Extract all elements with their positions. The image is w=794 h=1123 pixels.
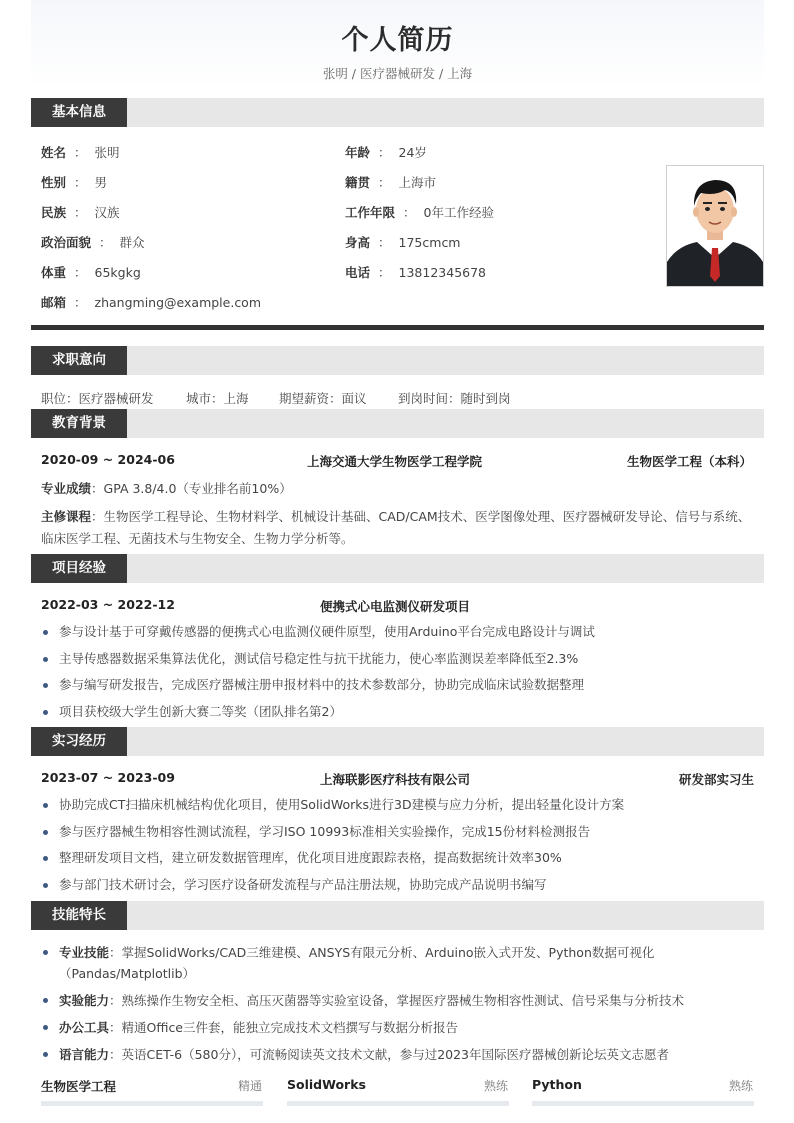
- skill-level-name: 生物医学工程: [41, 1079, 117, 1094]
- internship-company: 上海联影医疗科技有限公司: [320, 772, 471, 787]
- field-value: 65kgkg: [94, 265, 141, 280]
- field-value: 0年工作经验: [423, 205, 494, 220]
- field-label: 工作年限: [345, 205, 396, 220]
- section-title-intent: 求职意向: [31, 346, 127, 375]
- section-divider: [31, 325, 764, 330]
- skill-level-bar: [532, 1101, 754, 1106]
- intent-arrival: 到岗时间：随时到岗: [398, 391, 511, 406]
- courses-value: ：生物医学工程导论、生物材料学、机械设计基础、CAD/CAM技术、医学图像处理、医疗器械研发导论、信号与系统、临床医学工程、无菌技术与生物安全、生物力学分析等。: [41, 509, 751, 546]
- list-item: 主导传感器数据采集算法优化，测试信号稳定性与抗干扰能力，使心率监测误差率降低至2.3%: [41, 646, 595, 673]
- section-title-internship: 实习经历: [31, 727, 127, 756]
- field-age: 年龄 ： 24岁: [345, 145, 427, 160]
- education-dates: 2020-09 ~ 2024-06: [41, 452, 175, 467]
- internship-list: [41, 792, 624, 898]
- list-item: 项目获校级大学生创新大赛二等奖（团队排名第2）: [41, 699, 595, 726]
- section-internship: [31, 727, 764, 756]
- field-label: 民族: [41, 205, 67, 220]
- profile-photo: [666, 165, 764, 287]
- skills-list: [41, 942, 759, 1071]
- field-weight: 体重 ： 65kgkg: [41, 265, 141, 280]
- field-label: 体重: [41, 265, 67, 280]
- field-label: 邮箱: [41, 295, 67, 310]
- field-value: 汉族: [94, 205, 120, 220]
- field-label: 身高: [345, 235, 371, 250]
- field-value: 群众: [119, 235, 145, 250]
- skill-level-value: 精通: [238, 1079, 263, 1093]
- education-major: 生物医学工程（本科）: [626, 454, 752, 469]
- score-label: 专业成绩: [41, 481, 92, 496]
- list-item: 参与设计基于可穿戴传感器的便携式心电监测仪硬件原型，使用Arduino平台完成电路设计与调试: [41, 619, 595, 646]
- field-value: 上海市: [398, 175, 437, 190]
- skill-label: 办公工具: [59, 1020, 110, 1035]
- education-school: 上海交通大学生物医学工程学院: [307, 454, 483, 469]
- section-projects: [31, 554, 764, 583]
- skill-label: 专业技能: [59, 945, 110, 960]
- list-item: [41, 1017, 759, 1038]
- intent-salary: 期望薪资：面议: [279, 391, 367, 406]
- field-label: 籍贯: [345, 175, 371, 190]
- internship-dates: 2023-07 ~ 2023-09: [41, 770, 175, 785]
- section-education: [31, 409, 764, 438]
- section-title-basic: 基本信息: [31, 98, 127, 127]
- skill-label: 实验能力: [59, 993, 110, 1008]
- resume-page: [31, 0, 764, 1094]
- field-name: 姓名 ： 张明: [41, 145, 120, 160]
- project-name: 便携式心电监测仪研发项目: [320, 599, 471, 614]
- section-title-skills: 技能特长: [31, 901, 127, 930]
- field-gender: 性别 ： 男: [41, 175, 108, 190]
- list-item: 整理研发项目文档，建立研发数据管理库，优化项目进度跟踪表格，提高数据统计效率30%: [41, 845, 624, 872]
- project-list: [41, 619, 595, 725]
- education-courses: [41, 506, 753, 550]
- skill-level-value: 熟练: [484, 1079, 509, 1093]
- field-value: 男: [94, 175, 108, 190]
- page-subtitle: 张明 / 医疗器械研发 / 上海: [322, 66, 473, 81]
- section-basic-info: [31, 98, 764, 127]
- field-label: 年龄: [345, 145, 371, 160]
- skill-level-bar: [41, 1101, 263, 1106]
- field-work-years: 工作年限 ： 0年工作经验: [345, 205, 494, 220]
- field-politics: 政治面貌 ： 群众: [41, 235, 145, 250]
- skill-label: 语言能力: [59, 1047, 110, 1062]
- list-item: 参与医疗器械生物相容性测试流程，学习ISO 10993标准相关实验操作，完成15份材料检测报告: [41, 819, 624, 846]
- education-score: [41, 479, 292, 497]
- score-value: ：GPA 3.8/4.0（专业排名前10%）: [91, 481, 292, 496]
- skill-level-name: SolidWorks: [287, 1077, 366, 1092]
- skill-level-name: Python: [532, 1077, 582, 1092]
- field-value: 张明: [94, 145, 120, 160]
- field-value: 24岁: [398, 145, 427, 160]
- section-title-education: 教育背景: [31, 409, 127, 438]
- intent-position: 职位：医疗器械研发: [41, 391, 154, 406]
- section-skills: [31, 901, 764, 930]
- skill-level-value: 熟练: [729, 1079, 754, 1093]
- intent-city: 城市：上海: [186, 391, 249, 406]
- courses-label: 主修课程: [41, 509, 92, 524]
- page-title: 个人简历: [341, 25, 454, 56]
- avatar-illustration: [667, 166, 763, 286]
- field-ethnicity: 民族 ： 汉族: [41, 205, 120, 220]
- resume-header: [31, 0, 764, 88]
- field-value: 13812345678: [398, 265, 487, 280]
- list-item: 参与编写研发报告，完成医疗器械注册申报材料中的技术参数部分，协助完成临床试验数据整理: [41, 672, 595, 699]
- project-dates: 2022-03 ~ 2022-12: [41, 597, 175, 612]
- field-value: zhangming@example.com: [94, 295, 262, 310]
- field-label: 政治面貌: [41, 235, 92, 250]
- skill-text: ：掌握SolidWorks/CAD三维建模、ANSYS有限元分析、Arduino嵌入式开发、Python数据可视化（Pandas/Matplotlib）: [59, 945, 655, 981]
- skill-text: ：精通Office三件套，能独立完成技术文档撰写与数据分析报告: [109, 1020, 459, 1035]
- section-job-intention: [31, 346, 764, 375]
- list-item: [41, 942, 759, 984]
- skill-text: ：英语CET-6（580分），可流畅阅读英文技术文献，参与过2023年国际医疗器械创新论坛英文志愿者: [109, 1047, 670, 1062]
- list-item: 协助完成CT扫描床机械结构优化项目，使用SolidWorks进行3D建模与应力分析，提出轻量化设计方案: [41, 792, 624, 819]
- field-label: 性别: [41, 175, 67, 190]
- list-item: [41, 990, 759, 1011]
- field-label: 电话: [345, 265, 371, 280]
- skill-text: ：熟练操作生物安全柜、高压灭菌器等实验室设备，掌握医疗器械生物相容性测试、信号采集与分析技术: [109, 993, 685, 1008]
- field-email: 邮箱 ： zhangming@example.com: [41, 295, 262, 310]
- field-hometown: 籍贯 ： 上海市: [345, 175, 437, 190]
- list-item: [41, 1044, 759, 1065]
- field-value: 175cmcm: [398, 235, 461, 250]
- internship-role: 研发部实习生: [678, 772, 754, 787]
- skill-level-bar: [287, 1101, 509, 1106]
- field-phone: 电话 ： 13812345678: [345, 265, 487, 280]
- list-item: 参与部门技术研讨会，学习医疗设备研发流程与产品注册法规，协助完成产品说明书编写: [41, 872, 624, 899]
- field-height: 身高 ： 175cmcm: [345, 235, 461, 250]
- section-title-projects: 项目经验: [31, 554, 127, 583]
- field-label: 姓名: [41, 145, 67, 160]
